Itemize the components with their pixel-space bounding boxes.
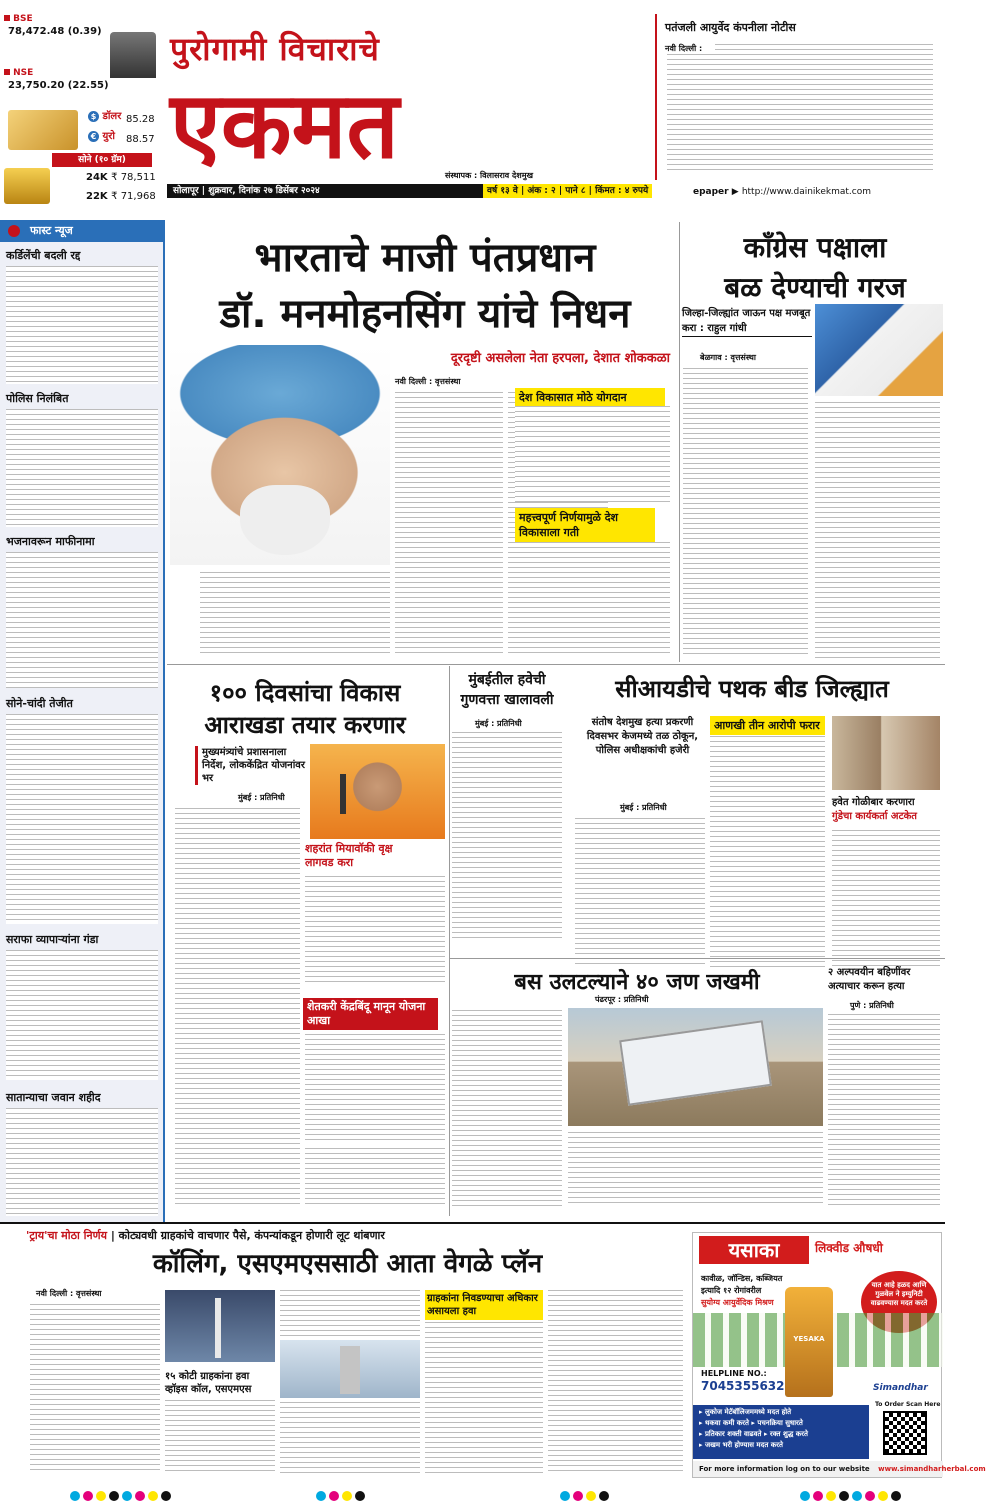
- bus-headline: बस उलटल्याने ४० जण जखमी: [514, 970, 760, 995]
- divider: [449, 958, 945, 959]
- nse-value: 23,750.20 (22.55): [8, 80, 109, 91]
- bottle-label: YESAKA: [793, 1335, 825, 1343]
- kicker-divider: |: [110, 1229, 119, 1242]
- congress-quote: जिल्हा-जिल्ह्यांत जाऊन पक्ष मजबूत करा : राहुल गांधी: [682, 306, 812, 337]
- ad-category: लिक्वीड औषधी: [815, 1241, 883, 1255]
- police-arrest-photo: [832, 716, 940, 790]
- trai-kicker-bar: [0, 1228, 690, 1244]
- bse-row: [4, 14, 33, 24]
- overturned-bus-photo: [568, 1008, 823, 1126]
- trai-kicker-sub: कोट्यवधी ग्राहकांचे वाचणार पैसे, कंपन्यांकडून होणारी लूट थांबणार: [118, 1229, 385, 1242]
- bse-label: BSE: [13, 14, 33, 24]
- sidebar-item-2-title: पोलिस निलंबित: [6, 392, 69, 405]
- epaper-label: epaper: [693, 187, 729, 197]
- ad-bullet-1: ▸ लुकोज मेटॅबॉलिजममध्ये मदत होते: [699, 1408, 792, 1416]
- mumbai-headline-2: गुणवत्ता खालावली: [460, 692, 554, 708]
- ad-bullet-4: ▸ जखम भरी होण्यास मदत करते: [699, 1441, 783, 1449]
- dollar-icon: $: [88, 111, 99, 122]
- sisters-dateline: पुणे : प्रतिनिधी: [850, 1001, 894, 1010]
- website-url[interactable]: http://www.dainikekmat.com: [741, 187, 871, 197]
- registration-marks: [70, 1486, 174, 1505]
- lead-subhead: दूरदृष्टी असलेला नेता हरपला, देशात शोककळा: [450, 351, 670, 366]
- gold-22k: [86, 191, 156, 202]
- sidebar-item-5-title: सराफा व्यापाऱ्यांना गंडा: [6, 933, 99, 946]
- pune-headline-1: हवेत गोळीबार करणारा: [832, 797, 915, 808]
- arrow-icon: [8, 225, 20, 237]
- fadnavis-photo: [310, 744, 445, 839]
- gold-22k-label: 22K: [86, 191, 108, 202]
- ad-bullet-5-text: रक्त शुद्ध करते: [769, 1430, 808, 1438]
- divider: [449, 666, 450, 1216]
- sidebar-item-1-title: कर्डिलेंची बदली रद्द: [6, 249, 81, 262]
- manmohan-singh-photo: [170, 345, 390, 565]
- beard: [240, 485, 330, 555]
- issue-info: वर्ष १३ वे | अंक : २ | पाने ८ | किंमत : ४ रुपये: [483, 184, 652, 198]
- tower-closeup-photo: [280, 1340, 420, 1398]
- ad-footer-info: For more information log on to our website: [699, 1465, 870, 1473]
- ad-line3: सुयोग्य आयुर्वेदिक मिश्रण: [701, 1298, 774, 1307]
- pune-headline-2: गुंडेचा कार्यकर्ता अटकेत: [832, 811, 917, 822]
- days100-sub: मुख्यमंत्र्यांचे प्रशासनाला निर्देश, लोककेंद्रित योजनांवर भर: [195, 746, 305, 785]
- ad-bullet-2-text: थकवा कमी करते: [704, 1419, 749, 1427]
- ad-bullet-4-text: प्रतिकार शक्ती वाढवते: [704, 1430, 762, 1438]
- masthead-founder: संस्थापक : विलासराव देशमुख: [445, 171, 534, 180]
- congress-dateline: बेळगाव : वृत्तसंस्था: [700, 353, 756, 362]
- scan-label: To Order Scan Here: [875, 1401, 941, 1408]
- trai-dateline: नवी दिल्ली : वृत्तसंस्था: [36, 1289, 102, 1298]
- ad-bullet-1-text: लुकोज मेटॅबॉलिजममध्ये मदत होते: [704, 1408, 792, 1416]
- bus-dateline: पंढरपूर : प्रतिनिधी: [595, 995, 649, 1004]
- bus-body: [619, 1020, 772, 1106]
- gold-24k-value: ₹ 78,511: [111, 172, 156, 183]
- registration-marks: [800, 1486, 904, 1505]
- bse-value: 78,472.48 (0.39): [8, 26, 102, 37]
- gold-22k-value: ₹ 71,968: [111, 191, 156, 202]
- helpline-number[interactable]: 7045355632: [701, 1379, 785, 1393]
- divider: [679, 222, 680, 662]
- antenna: [340, 1346, 360, 1394]
- days100-box-title: शेतकरी केंद्रबिंदू मानून योजना आखा: [303, 998, 438, 1030]
- cid-headline: सीआयडीचे पथक बीड जिल्ह्यात: [615, 675, 889, 703]
- fast-news-title: फास्ट न्यूज: [30, 224, 73, 237]
- gold-24k-label: 24K: [86, 172, 108, 183]
- yesaka-bottle: [785, 1287, 833, 1397]
- ad-line2: इत्यादि १२ रोगांवरील: [701, 1286, 762, 1295]
- ad-footer-site[interactable]: www.simandharherbal.com: [878, 1465, 986, 1473]
- ad-bullet-3: ▸ प्रतिकार शक्ती वाढवते ▸ रक्त शुद्ध करते: [699, 1430, 808, 1438]
- gold-bars-icon: [4, 168, 50, 204]
- ad-bullet-3-text: पचनक्रिया सुधारते: [757, 1419, 803, 1427]
- ad-bullets: [693, 1405, 869, 1459]
- fast-news-header: [0, 220, 163, 242]
- registration-marks: [560, 1486, 612, 1505]
- top-notice-title: पतंजली आयुर्वेद कंपनीला नोटीस: [665, 21, 796, 34]
- sisters-headline: २ अल्पवयीन बहिणींवर अत्याचार करून हत्या: [828, 967, 911, 992]
- flag-icon: [4, 69, 10, 75]
- divider: [0, 1222, 945, 1224]
- trai-kicker: 'ट्राय'चा मोठा निर्णय: [26, 1229, 107, 1242]
- days100-photo-quote: शहरांत मियावॉकी वृक्ष लागवड करा: [305, 842, 393, 869]
- nse-label: NSE: [13, 68, 34, 78]
- days100-headline-2: आराखडा तयार करणार: [204, 711, 406, 739]
- top-notice: [655, 14, 939, 180]
- ad-brand: यसाका: [699, 1236, 809, 1264]
- cid-box-title: आणखी तीन आरोपी फरार: [710, 716, 825, 735]
- trai-box1-title: १५ कोटी ग्राहकांना हवा व्हॉइस कॉल, एसएमएस: [165, 1371, 252, 1395]
- masthead-tagline: पुरोगामी विचाराचे: [170, 30, 380, 68]
- euro-icon: €: [88, 131, 99, 142]
- flag-icon: [4, 15, 10, 21]
- company-logo: Simandhar: [873, 1383, 928, 1393]
- ad-bullet-2: ▸ थकवा कमी करते ▸ पचनक्रिया सुधारते: [699, 1419, 803, 1427]
- ad-footer: [693, 1461, 986, 1477]
- gold-label: सोने (१० ग्रॅम): [52, 153, 152, 167]
- ad-badge: यात आहे हळद आणि गुळवेल ने इम्युनिटी वाढवण्यास मदत करते: [861, 1271, 937, 1333]
- dollar-label: डॉलर: [102, 111, 122, 122]
- lead-box2-title: महत्त्वपूर्ण निर्णयामुळे देश विकासाला गती: [515, 508, 655, 542]
- congress-headline-1: काँग्रेस पक्षाला: [743, 231, 887, 264]
- yesaka-ad: [692, 1232, 986, 1478]
- lead-dateline: नवी दिल्ली : वृत्तसंस्था: [395, 377, 461, 386]
- days100-headline-1: १०० दिवसांचा विकास: [209, 679, 401, 707]
- cid-sub: संतोष देशमुख हत्या प्रकरणी दिवसभर केजमध्ये तळ ठोकून, पोलिस अधीक्षकांची हजेरी: [586, 717, 699, 756]
- euro-value: 88.57: [126, 134, 155, 145]
- mumbai-dateline: मुंबई : प्रतिनिधी: [475, 719, 522, 728]
- congress-headline-2: बळ देण्याची गरज: [724, 271, 906, 304]
- ad-line1: कावीळ, जॉन्डिस, कब्जियत: [701, 1274, 783, 1283]
- cid-dateline: मुंबई : प्रतिनिधी: [620, 803, 667, 812]
- top-notice-dateline: नवी दिल्ली :: [665, 44, 703, 53]
- lead-box1-title: देश विकासात मोठे योगदान: [515, 388, 665, 407]
- days100-dateline: मुंबई : प्रतिनिधी: [238, 793, 285, 802]
- tower: [215, 1298, 221, 1358]
- helpline-label: HELPLINE NO.:: [701, 1369, 767, 1378]
- trai-box2-title: ग्राहकांना निवडण्याचा अधिकार असायला हवा: [425, 1290, 543, 1320]
- registration-marks: [316, 1486, 368, 1505]
- mumbai-headline-1: मुंबईतील हवेची: [468, 672, 546, 688]
- dollar-value: 85.28: [126, 114, 155, 125]
- sidebar-item-3-title: भजनावरून माफीनामा: [6, 535, 95, 548]
- dateline: सोलापूर | शुक्रवार, दिनांक २७ डिसेंबर २०२४: [173, 186, 320, 196]
- globe-icon: ▶: [731, 187, 739, 197]
- lead-headline-2: डॉ. मनमोहनसिंग यांचे निधन: [219, 291, 631, 337]
- market-panel: [0, 0, 160, 210]
- sidebar-item-6-title: सातान्याचा जवान शहीद: [6, 1091, 101, 1104]
- currency-chart-icon: [8, 110, 78, 150]
- rahul-gandhi-rally-photo: [815, 304, 943, 396]
- sidebar-item-4-title: सोने-चांदी तेजीत: [6, 697, 73, 710]
- microphone: [340, 774, 346, 814]
- ad-bullet-6-text: जखम भरी होण्यास मदत करते: [704, 1441, 783, 1449]
- trai-headline: कॉलिंग, एसएमएससाठी आता वेगळे प्लॅन: [152, 1249, 543, 1279]
- dateline-bar: [167, 184, 649, 198]
- epaper-link[interactable]: [693, 187, 871, 197]
- euro-label: युरो: [102, 131, 115, 142]
- masthead-title: एकमत: [170, 72, 399, 179]
- gold-24k: [86, 172, 156, 183]
- qr-code-icon[interactable]: [883, 1411, 927, 1455]
- bse-building-icon: [110, 32, 156, 78]
- lead-headline-1: भारताचे माजी पंतप्रधान: [254, 235, 596, 281]
- mobile-tower-photo: [165, 1290, 275, 1362]
- nse-row: [4, 68, 33, 78]
- divider: [167, 664, 945, 665]
